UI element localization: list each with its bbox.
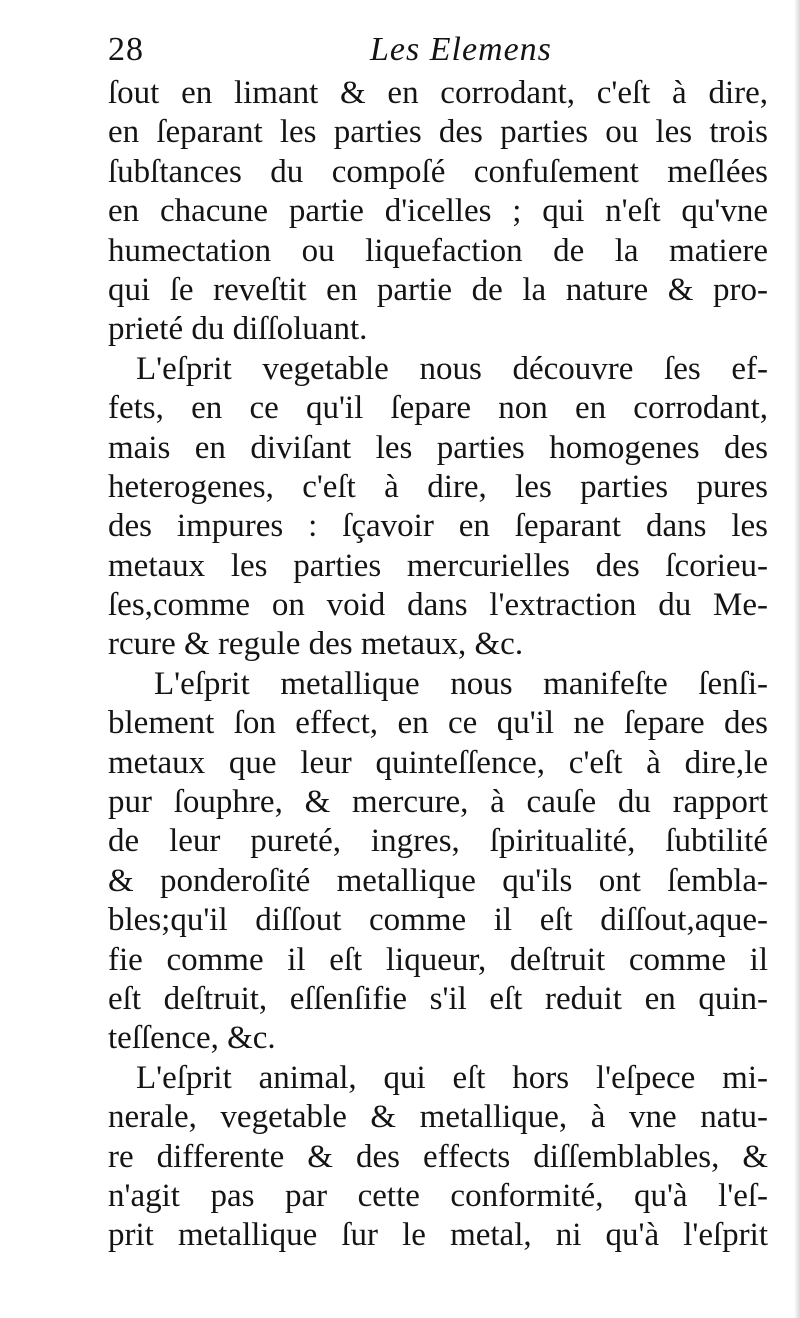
text-line: bles;qu'il diſſout comme il eſt diſſout,aque- [108,902,768,939]
running-title: Les Elemens [370,31,552,68]
paragraph-start-line: L'eſprit vegetable nous découvre ſes ef- [136,350,768,387]
text-line: n'agit pas par cette conformité, qu'à l'eſ- [108,1177,768,1214]
text-line: metaux que leur quinteſſence, c'eſt à dire,le [108,744,768,781]
text-line: re differente & des effects diſſemblables, & [108,1138,768,1175]
text-line: des impures : ſçavoir en ſeparant dans les [108,508,768,545]
page-number: 28 [108,31,144,68]
page-header [108,28,768,72]
text-line: humectation ou liquefaction de la matiere [108,232,768,269]
text-line: en ſeparant les parties des parties ou les trois [108,114,768,151]
text-line: ſout en limant & en corrodant, c'eſt à dire, [108,75,768,111]
text-line: rcure & regule des metaux, &c. [108,626,524,663]
text-line: pur ſouphre, & mercure, à cauſe du rapport [108,784,768,821]
text-line: qui ſe reveſtit en partie de la nature & pro- [108,271,768,308]
text-line: ſes,comme on void dans l'extraction du Me- [108,587,768,624]
paragraph-start-line: L'eſprit animal, qui eſt hors l'eſpece mi- [136,1059,768,1096]
text-line: heterogenes, c'eſt à dire, les parties pures [108,468,768,505]
text-line: blement ſon effect, en ce qu'il ne ſepare des [108,705,768,742]
text-line: eſt deſtruit, eſſenſifie s'il eſt reduit en quin- [108,980,768,1017]
text-line: teſſence, &c. [108,1020,276,1057]
text-line: fie comme il eſt liqueur, deſtruit comme il [108,941,768,978]
text-line: fets, en ce qu'il ſepare non en corrodant, [108,390,768,427]
text-line: en chacune partie d'icelles ; qui n'eſt qu'vne [108,193,768,230]
page-edge-shadow [794,0,800,1318]
text-line: nerale, vegetable & metallique, à vne natu- [108,1099,768,1136]
text-line: prieté du diſſoluant. [108,311,368,348]
body-text [108,74,768,1256]
paragraph-start-line: L'eſprit metallique nous manifeſte ſenſi- [154,665,768,702]
text-line: de leur pureté, ingres, ſpiritualité, ſubtilité [108,823,768,860]
text-line: metaux les parties mercurielles des ſcorieu- [108,547,768,584]
text-line: ſubſtances du compoſé confuſement meſlées [108,153,768,190]
text-line: mais en diviſant les parties homogenes des [108,429,768,466]
text-line: & ponderoſité metallique qu'ils ont ſembla- [108,862,768,899]
text-line: prit metallique ſur le metal, ni qu'à l'eſprit [108,1217,768,1254]
